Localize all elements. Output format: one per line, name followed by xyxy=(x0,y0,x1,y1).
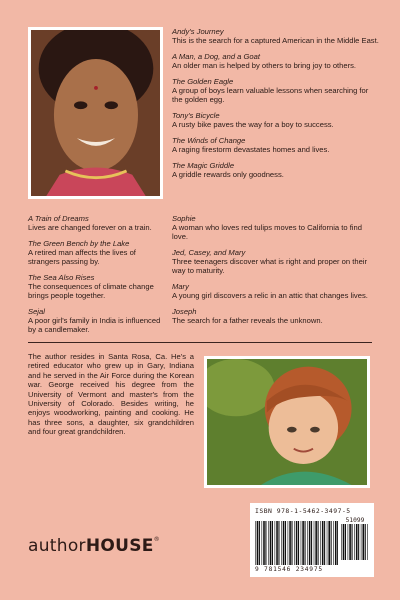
story-title: A Train of Dreams xyxy=(28,214,89,223)
barcode-bar xyxy=(255,521,256,565)
story-description: The search for a father reveals the unknown. xyxy=(172,316,323,325)
logo-part-author: author xyxy=(28,536,86,556)
barcode-bar xyxy=(268,521,269,565)
barcode-bar xyxy=(328,521,330,565)
story-description: An older man is helped by others to bring joy to others. xyxy=(172,61,357,70)
barcode-bar xyxy=(335,521,337,565)
story-description: A young girl discovers a relic in an attic that changes lives. xyxy=(172,291,368,300)
story-title: Joseph xyxy=(172,307,197,316)
barcode-bar xyxy=(305,521,306,565)
barcode-bar xyxy=(257,521,259,565)
barcode-bar xyxy=(262,521,263,565)
isbn-label: ISBN 978-1-5462-3497-5 xyxy=(255,507,351,515)
barcode-bar xyxy=(307,521,308,565)
story-entry xyxy=(172,52,380,70)
story-entry xyxy=(172,27,380,45)
story-description: A woman who loves red tulips moves to California to find love. xyxy=(172,223,362,241)
barcode-bar xyxy=(259,521,260,565)
barcode-bar xyxy=(352,524,353,560)
story-description: A raging firestorm devastates homes and lives. xyxy=(172,145,330,154)
registered-mark: ® xyxy=(153,536,160,543)
story-title: Jed, Casey, and Mary xyxy=(172,248,246,257)
story-entry xyxy=(172,214,380,241)
story-title: A Man, a Dog, and a Goat xyxy=(172,52,260,61)
story-title: Andy's Journey xyxy=(172,27,224,36)
story-list-right xyxy=(172,27,380,186)
barcode-bar xyxy=(302,521,304,565)
barcode-bar xyxy=(272,521,273,565)
story-description: A rusty bike paves the way for a boy to success. xyxy=(172,120,334,129)
barcode-bar xyxy=(322,521,324,565)
girl-portrait-photo xyxy=(28,27,163,199)
barcode-bar xyxy=(324,521,325,565)
barcode-bar xyxy=(361,524,362,560)
barcode-bar xyxy=(343,524,345,560)
barcode-bar xyxy=(318,521,319,565)
barcode-bar xyxy=(291,521,292,565)
barcode-bar xyxy=(309,521,311,565)
barcode-bar xyxy=(298,521,299,565)
story-description: A poor girl's family in India is influenced by a candlemaker. xyxy=(28,316,161,334)
barcode-bar xyxy=(283,521,285,565)
story-entry xyxy=(172,307,380,325)
story-entry xyxy=(172,77,380,104)
boy-portrait-photo xyxy=(204,356,370,488)
publisher-logo xyxy=(28,536,160,556)
addon-barcode-bars xyxy=(341,524,369,560)
story-title: The Magic Griddle xyxy=(172,161,235,170)
story-entry xyxy=(28,239,166,266)
story-description: Three teenagers discover what is right and proper on their way to maturity. xyxy=(172,257,368,275)
price-code: 51099 xyxy=(345,517,365,524)
barcode-bar xyxy=(349,524,351,560)
story-entry xyxy=(172,111,380,129)
barcode-bar xyxy=(320,521,321,565)
story-title: Sophie xyxy=(172,214,196,223)
barcode-bar xyxy=(348,524,349,560)
story-entry xyxy=(172,282,380,300)
barcode-bar xyxy=(263,521,265,565)
story-list-right-lower xyxy=(172,214,380,332)
story-title: Mary xyxy=(172,282,189,291)
price-addon xyxy=(341,517,369,565)
story-title: The Sea Also Rises xyxy=(28,273,95,282)
story-title: The Golden Eagle xyxy=(172,77,234,86)
story-description: This is the search for a captured American in the Middle East. xyxy=(172,36,379,45)
barcode-bar xyxy=(278,521,279,565)
story-entry xyxy=(172,161,380,179)
story-description: A retired man affects the lives of strangers passing by. xyxy=(28,248,136,266)
boy-portrait-image xyxy=(207,359,367,485)
barcode-bar xyxy=(337,521,338,565)
story-description: The consequences of climate change brings people together. xyxy=(28,282,154,300)
story-title: Tony's Bicycle xyxy=(172,111,220,120)
barcode-digits: 9 781546 234975 xyxy=(255,566,323,573)
barcode-bar xyxy=(294,521,295,565)
story-entry xyxy=(28,307,166,334)
barcode-bar xyxy=(331,521,332,565)
barcode-bar xyxy=(315,521,317,565)
isbn-barcode xyxy=(250,503,374,577)
barcode-bar xyxy=(285,521,286,565)
barcode-bar xyxy=(363,524,365,560)
story-description: Lives are changed forever on a train. xyxy=(28,223,152,232)
barcode-bar xyxy=(333,521,334,565)
barcode-bar xyxy=(356,524,358,560)
barcode-bar xyxy=(365,524,366,560)
barcode-bar xyxy=(311,521,312,565)
story-entry xyxy=(28,214,166,232)
barcode-bar xyxy=(281,521,282,565)
story-list-left xyxy=(28,214,166,341)
barcode-bar xyxy=(345,524,346,560)
barcode-bar xyxy=(275,521,276,565)
barcode-bar xyxy=(358,524,359,560)
story-entry xyxy=(28,273,166,300)
barcode-row xyxy=(255,517,369,565)
story-entry xyxy=(172,136,380,154)
section-divider xyxy=(28,342,372,343)
barcode-bar xyxy=(301,521,302,565)
barcode-bar xyxy=(288,521,289,565)
barcode-bar xyxy=(276,521,278,565)
barcode-bar xyxy=(341,524,342,560)
barcode-bar xyxy=(367,524,368,560)
story-title: The Winds of Change xyxy=(172,136,246,145)
barcode-bar xyxy=(327,521,328,565)
barcode-bar xyxy=(296,521,298,565)
story-description: A group of boys learn valuable lessons when searching for the golden egg. xyxy=(172,86,369,104)
logo-part-house: HOUSE xyxy=(85,536,154,556)
barcode-bar xyxy=(354,524,355,560)
story-title: Sejal xyxy=(28,307,45,316)
barcode-bar xyxy=(314,521,315,565)
barcode-bar xyxy=(289,521,291,565)
barcode-bar xyxy=(270,521,272,565)
barcode-bar xyxy=(265,521,266,565)
story-title: The Green Bench by the Lake xyxy=(28,239,130,248)
story-description: A griddle rewards only goodness. xyxy=(172,170,284,179)
author-bio: The author resides in Santa Rosa, Ca. He's a retired educator who grew up in Gary, Indiana and he served in the Air Force during the Korean war. George received his degree from the University of Vermont and master's from the University of Colorado. Besides writing, he enjoys woodworking, painting and cooking. He has three sons, a daughter, six grandchildren and four great grandchildren. xyxy=(28,352,194,437)
story-entry xyxy=(172,248,380,275)
girl-portrait-image xyxy=(31,30,160,196)
barcode-bars xyxy=(255,521,338,565)
